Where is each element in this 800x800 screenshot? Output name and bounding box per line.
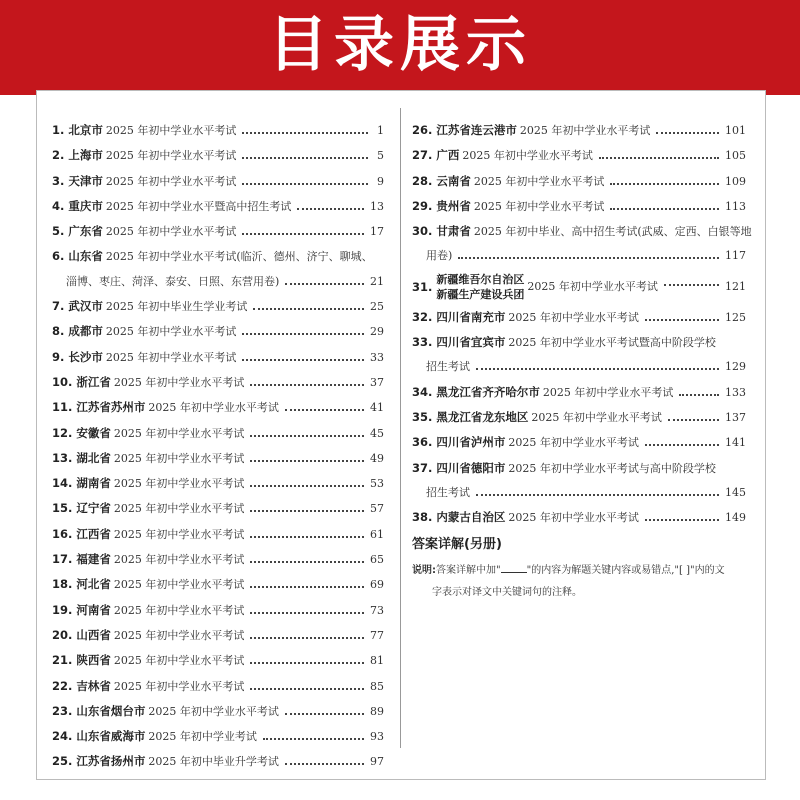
entry-region: 四川省德阳市 <box>436 460 506 475</box>
entry-region: 云南省 <box>436 173 471 188</box>
toc-entry <box>52 118 384 143</box>
entry-page-number: 53 <box>370 477 384 491</box>
entry-page-number: 77 <box>370 628 384 642</box>
leader-dots <box>250 612 364 614</box>
toc-row <box>412 456 746 481</box>
entry-description: 2025 年初中学业水平考试暨高中阶段学校 <box>508 336 716 350</box>
entry-description: 2025 年初中学业水平考试 <box>113 375 245 389</box>
leader-dots <box>250 637 364 639</box>
entry-description: 2025 年初中毕业升学考试 <box>148 755 279 769</box>
entry-number: 32. <box>412 309 433 324</box>
toc-entry <box>52 395 384 420</box>
toc-row <box>52 471 384 496</box>
toc-row <box>52 345 384 370</box>
entry-description: 2025 年初中学业水平考试 <box>105 350 237 364</box>
leader-dots <box>645 444 719 446</box>
toc-entry <box>52 699 384 724</box>
entry-page-number: 133 <box>725 385 746 399</box>
toc-entry <box>52 219 384 244</box>
leader-dots <box>250 561 364 563</box>
entry-number: 28. <box>412 173 433 188</box>
entry-page-number: 37 <box>370 375 384 389</box>
toc-row <box>412 430 746 455</box>
toc-entry <box>412 194 746 219</box>
toc-entry <box>52 294 384 319</box>
toc-row <box>52 648 384 673</box>
toc-entry <box>52 522 384 547</box>
entry-region: 甘肃省 <box>436 224 471 239</box>
entry-page-number: 29 <box>370 325 384 339</box>
entry-region: 四川省南充市 <box>436 309 506 324</box>
entry-page-number: 85 <box>370 679 384 693</box>
leader-dots <box>679 394 719 396</box>
entry-page-number: 65 <box>370 553 384 567</box>
entry-number: 34. <box>412 384 433 399</box>
entry-region: 江苏省扬州市 <box>76 754 146 769</box>
entry-number: 9. <box>52 349 65 364</box>
entry-page-number: 125 <box>725 310 746 324</box>
leader-dots <box>263 738 364 740</box>
entry-description: 2025 年初中学业水平考试 <box>508 436 639 450</box>
leader-dots <box>242 157 368 159</box>
entry-number: 20. <box>52 627 73 642</box>
toc-entry <box>412 405 746 430</box>
entry-region: 江西省 <box>76 526 111 541</box>
toc-row <box>52 522 384 547</box>
toc-row <box>52 547 384 572</box>
page-title: 目录展示 <box>268 10 532 80</box>
entry-region: 辽宁省 <box>76 501 111 516</box>
entry-description: 2025 年初中学业水平考试 <box>113 628 245 642</box>
entry-number: 7. <box>52 299 65 314</box>
entry-number: 19. <box>52 602 73 617</box>
entry-page-number: 17 <box>370 225 384 239</box>
toc-entry <box>52 598 384 623</box>
entry-page-number: 45 <box>370 426 384 440</box>
entry-description: 2025 年初中学业水平考试 <box>105 325 237 339</box>
entry-description: 2025 年初中学业水平考试 <box>542 385 674 399</box>
toc-row <box>412 194 746 219</box>
leader-dots <box>250 435 364 437</box>
toc-row <box>52 194 384 219</box>
entry-region: 新疆维吾尔自治区 <box>436 272 525 286</box>
entry-description: 2025 年初中学业水平考试 <box>113 477 245 491</box>
entry-page-number: 105 <box>725 149 746 163</box>
toc-entry <box>412 219 752 269</box>
entry-number: 11. <box>52 400 73 415</box>
toc-row <box>52 496 384 521</box>
entry-description-continued: 招生考试 <box>426 485 470 499</box>
toc-entry <box>52 572 384 597</box>
toc-entry <box>412 456 746 506</box>
leader-dots <box>250 460 364 462</box>
toc-row-continued <box>412 481 746 505</box>
toc-row <box>412 380 746 405</box>
entry-description: 2025 年初中学业水平考试 <box>531 410 662 424</box>
entry-region-secondary: 新疆生产建设兵团 <box>436 287 525 301</box>
toc-entry <box>412 118 746 143</box>
answers-note <box>412 560 752 604</box>
toc-entry <box>52 169 384 194</box>
toc-entry <box>412 269 746 305</box>
leader-dots <box>668 419 719 421</box>
entry-number: 2. <box>52 148 65 163</box>
entry-description: 2025 年初中学业水平考试 <box>462 149 593 163</box>
entry-number: 22. <box>52 678 73 693</box>
entry-number: 4. <box>52 198 65 213</box>
toc-entry <box>412 305 746 330</box>
entry-page-number: 49 <box>370 451 384 465</box>
entry-description: 2025 年初中学业水平考试 <box>113 553 245 567</box>
entry-page-number: 25 <box>370 300 384 314</box>
entry-description: 2025 年初中学业水平考试 <box>105 124 237 137</box>
leader-dots <box>285 763 364 765</box>
entry-page-number: 93 <box>370 730 384 744</box>
entry-description: 2025 年初中学业水平考试 <box>473 199 605 213</box>
leader-dots <box>250 662 364 664</box>
leader-dots <box>645 519 719 521</box>
leader-dots <box>610 208 719 210</box>
toc-row <box>52 319 384 344</box>
entry-page-number: 13 <box>370 199 384 213</box>
entry-page-number: 101 <box>725 124 746 137</box>
toc-row <box>52 169 384 194</box>
leader-dots <box>250 586 364 588</box>
toc-entry <box>52 446 384 471</box>
toc-entry <box>52 244 384 294</box>
toc-row <box>52 598 384 623</box>
toc-row <box>412 118 746 143</box>
entry-page-number: 1 <box>377 124 384 137</box>
entry-number: 21. <box>52 653 73 668</box>
toc-entry <box>52 724 384 749</box>
entry-number: 30. <box>412 224 433 239</box>
leader-dots <box>242 233 364 235</box>
entry-number: 17. <box>52 552 73 567</box>
entry-number: 31. <box>412 279 433 294</box>
entry-number: 29. <box>412 198 433 213</box>
entry-description: 2025 年初中学业水平考试 <box>113 426 245 440</box>
entry-description: 2025 年初中学业水平考试与高中阶段学校 <box>508 461 716 475</box>
entry-description: 2025 年初中学业水平考试 <box>519 124 651 137</box>
entry-region: 江苏省苏州市 <box>76 400 146 415</box>
entry-region: 浙江省 <box>76 374 111 389</box>
entry-number: 1. <box>52 123 65 137</box>
entry-number: 8. <box>52 324 65 339</box>
toc-left-column <box>52 118 384 775</box>
leader-dots <box>297 208 364 210</box>
entry-number: 33. <box>412 335 433 350</box>
entry-region: 四川省宜宾市 <box>436 335 506 350</box>
entry-region: 福建省 <box>76 552 111 567</box>
entry-region: 湖北省 <box>76 450 111 465</box>
entry-region: 天津市 <box>68 173 103 188</box>
entry-description: 2025 年初中学业水平考试 <box>105 149 237 163</box>
entry-description: 2025 年初中学业水平考试 <box>113 451 245 465</box>
leader-dots <box>250 485 364 487</box>
toc-entry <box>52 345 384 370</box>
entry-page-number: 5 <box>377 149 384 163</box>
entry-page-number: 57 <box>370 502 384 516</box>
entry-region: 河北省 <box>76 577 111 592</box>
toc-entry <box>52 496 384 521</box>
entry-number: 15. <box>52 501 73 516</box>
entry-page-number: 41 <box>370 401 384 415</box>
toc-row-continued <box>412 355 746 379</box>
entry-page-number: 145 <box>725 485 746 499</box>
leader-dots <box>242 132 368 134</box>
entry-description: 2025 年初中学业水平考试 <box>113 654 245 668</box>
toc-row <box>412 330 746 355</box>
entry-region: 吉林省 <box>76 678 111 693</box>
leader-dots <box>242 333 364 335</box>
entry-region-block <box>436 272 524 302</box>
entry-number: 12. <box>52 425 73 440</box>
toc-row <box>52 749 384 774</box>
entry-number: 25. <box>52 754 73 769</box>
entry-description: 2025 年初中学业水平考试 <box>105 225 237 239</box>
entry-description: 2025 年初中学业水平考试 <box>527 279 658 293</box>
entry-number: 10. <box>52 374 73 389</box>
entry-region: 成都市 <box>68 324 103 339</box>
entry-number: 5. <box>52 224 65 239</box>
entry-description: 2025 年初中学业水平考试(临沂、德州、济宁、聊城、 <box>105 250 373 264</box>
toc-row <box>52 623 384 648</box>
entry-number: 23. <box>52 703 73 718</box>
entry-number: 18. <box>52 577 73 592</box>
entry-number: 26. <box>412 123 433 137</box>
leader-dots <box>610 183 719 185</box>
leader-dots <box>242 359 364 361</box>
answers-heading: 答案详解(另册) <box>412 537 502 552</box>
leader-dots <box>664 284 719 286</box>
leader-dots <box>645 319 719 321</box>
entry-number: 6. <box>52 249 65 264</box>
entry-region: 河南省 <box>76 602 111 617</box>
entry-page-number: 137 <box>725 410 746 424</box>
entry-region: 陕西省 <box>76 653 111 668</box>
entry-description: 2025 年初中学业水平考试 <box>105 174 237 188</box>
toc-entry <box>412 505 746 530</box>
entry-page-number: 121 <box>725 279 746 293</box>
entry-description: 2025 年初中学业水平考试 <box>113 679 245 693</box>
toc-row <box>412 405 746 430</box>
toc-row <box>412 169 746 194</box>
toc-entry <box>52 370 384 395</box>
entry-region: 山东省烟台市 <box>76 703 146 718</box>
toc-row <box>412 505 746 530</box>
entry-page-number: 129 <box>725 360 746 374</box>
note-label: 说明: <box>412 565 436 576</box>
leader-dots <box>253 308 364 310</box>
entry-page-number: 33 <box>370 350 384 364</box>
entry-region: 内蒙古自治区 <box>436 510 506 525</box>
entry-number: 37. <box>412 460 433 475</box>
leader-dots <box>599 157 719 159</box>
note-text-b: "的内容为解题关键内容或易错点,"[ ]"内的文 <box>526 565 725 576</box>
entry-region: 广东省 <box>68 224 103 239</box>
entry-description: 2025 年初中学业水平考试 <box>508 310 639 324</box>
entry-description: 2025 年初中学业水平考试 <box>148 704 279 718</box>
toc-row <box>412 219 752 244</box>
entry-description-continued: 用卷) <box>426 249 453 263</box>
toc-entry <box>52 471 384 496</box>
entry-region: 黑龙江省齐齐哈尔市 <box>436 384 540 399</box>
entry-description: 2025 年初中毕业生学业考试 <box>105 300 248 314</box>
entry-page-number: 9 <box>377 174 384 188</box>
entry-region: 四川省泸州市 <box>436 435 506 450</box>
leader-dots <box>285 713 364 715</box>
toc-entry <box>52 674 384 699</box>
toc-entry <box>52 194 384 219</box>
toc-row-continued <box>52 270 384 294</box>
toc-row <box>52 219 384 244</box>
entry-description: 2025 年初中学业水平考试 <box>113 527 245 541</box>
entry-region: 上海市 <box>68 148 103 163</box>
entry-region: 重庆市 <box>68 198 103 213</box>
leader-dots <box>250 510 364 512</box>
toc-entry <box>412 143 746 168</box>
entry-region: 安徽省 <box>76 425 111 440</box>
entry-region: 山东省威海市 <box>76 729 146 744</box>
entry-number: 36. <box>412 435 433 450</box>
entry-number: 38. <box>412 510 433 525</box>
note-text-a: 答案详解中加" <box>436 565 501 576</box>
toc-entry <box>52 623 384 648</box>
toc-entry <box>52 421 384 446</box>
entry-page-number: 117 <box>725 249 746 263</box>
toc-row <box>52 143 384 168</box>
toc-entry <box>52 319 384 344</box>
entry-page-number: 73 <box>370 603 384 617</box>
toc-entry <box>52 143 384 168</box>
entry-page-number: 97 <box>370 755 384 769</box>
toc-entry <box>412 380 746 405</box>
toc-entry <box>52 547 384 572</box>
leader-dots <box>250 688 364 690</box>
toc-entry <box>52 749 384 774</box>
entry-page-number: 89 <box>370 704 384 718</box>
entry-region: 山东省 <box>68 249 103 264</box>
entry-region: 武汉市 <box>68 299 103 314</box>
entry-number: 14. <box>52 476 73 491</box>
toc-row <box>52 724 384 749</box>
toc-row <box>52 699 384 724</box>
entry-number: 13. <box>52 450 73 465</box>
toc-row <box>412 269 746 305</box>
entry-page-number: 109 <box>725 174 746 188</box>
entry-number: 3. <box>52 173 65 188</box>
entry-description: 2025 年初中学业水平考试 <box>113 578 245 592</box>
toc-row <box>52 572 384 597</box>
entry-page-number: 21 <box>370 274 384 288</box>
entry-description: 2025 年初中学业水平考试 <box>473 174 605 188</box>
toc-row <box>412 143 746 168</box>
leader-dots <box>285 409 364 411</box>
column-divider <box>400 108 401 748</box>
entry-description-continued: 招生考试 <box>426 360 470 374</box>
toc-entry <box>412 430 746 455</box>
entry-region: 山西省 <box>76 627 111 642</box>
toc-row <box>52 446 384 471</box>
entry-region: 长沙市 <box>68 349 103 364</box>
entry-description: 2025 年初中学业考试 <box>148 730 257 744</box>
toc-row <box>52 395 384 420</box>
entry-region: 北京市 <box>68 123 103 137</box>
entry-description: 2025 年初中学业水平考试 <box>148 401 279 415</box>
entry-page-number: 141 <box>725 436 746 450</box>
entry-description-continued: 淄博、枣庄、菏泽、泰安、日照、东营用卷) <box>66 274 280 288</box>
toc-row-continued <box>412 244 746 268</box>
entry-region: 广西 <box>436 148 460 163</box>
toc-row <box>52 370 384 395</box>
leader-dots <box>476 368 719 370</box>
entry-region: 江苏省连云港市 <box>436 123 517 137</box>
entry-number: 27. <box>412 148 433 163</box>
entry-page-number: 149 <box>725 511 746 525</box>
toc-row <box>52 294 384 319</box>
toc-right-column <box>412 118 752 530</box>
entry-region: 贵州省 <box>436 198 471 213</box>
toc-entry <box>412 169 746 194</box>
toc-row <box>52 674 384 699</box>
entry-description: 2025 年初中毕业、高中招生考试(武威、定西、白银等地 <box>473 225 752 239</box>
toc-row <box>52 244 384 269</box>
entry-page-number: 69 <box>370 578 384 592</box>
leader-dots <box>458 257 719 259</box>
entry-page-number: 61 <box>370 527 384 541</box>
entry-description: 2025 年初中学业水平考试 <box>508 511 639 525</box>
entry-description: 2025 年初中学业水平暨高中招生考试 <box>105 199 292 213</box>
entry-number: 35. <box>412 409 433 424</box>
entry-page-number: 113 <box>725 199 746 213</box>
leader-dots <box>656 132 719 134</box>
toc-entry <box>412 330 746 380</box>
toc-row <box>52 118 384 143</box>
leader-dots <box>285 283 364 285</box>
entry-description: 2025 年初中学业水平考试 <box>113 502 245 516</box>
leader-dots <box>250 536 364 538</box>
leader-dots <box>250 384 364 386</box>
entry-number: 16. <box>52 526 73 541</box>
underline-marker <box>501 564 527 573</box>
entry-region: 黑龙江省龙东地区 <box>436 409 529 424</box>
entry-description: 2025 年初中学业水平考试 <box>113 603 245 617</box>
leader-dots <box>476 494 719 496</box>
leader-dots <box>242 183 368 185</box>
note-line2: 字表示对译文中关键词句的注释。 <box>432 587 582 598</box>
entry-region: 湖南省 <box>76 476 111 491</box>
entry-number: 24. <box>52 729 73 744</box>
toc-entry <box>52 648 384 673</box>
entry-page-number: 81 <box>370 654 384 668</box>
toc-row <box>52 421 384 446</box>
toc-row <box>412 305 746 330</box>
